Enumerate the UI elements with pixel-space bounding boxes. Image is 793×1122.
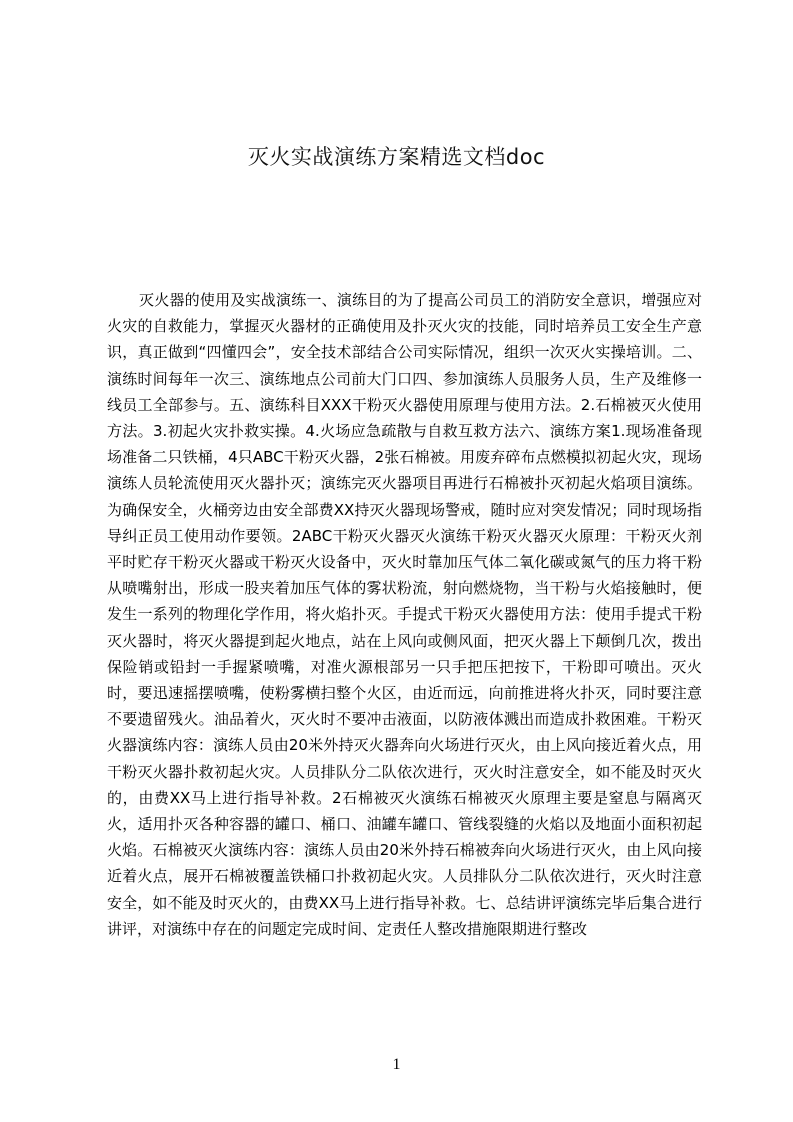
page-number: 1 bbox=[392, 1056, 401, 1073]
document-title: 灭火实战演练方案精选文档doc bbox=[247, 145, 546, 169]
body-paragraph: 灭火器的使用及实战演练一、演练目的为了提高公司员工的消防安全意识，增强应对火灾的自救能力，掌握灭火器材的正确使用及扑灭火灾的技能，同时培养员工安全生产意识，真正做到“四懂四会”，安全技术部结合公司实际情况，组织一次灭火实操培训。二、演练时间每年一次三、演练地点公司前大门口四、参加演练人员服务人员，生产及维修一线员工全部参与。五、演练科目XXX干粉灭火器使用原理与使用方法。2.石棉被灭火使用方法。3.初起火灾扑救实操。4.火场应急疏散与自救互救方法六、演练方案1.现场准备现场准备二只铁桶，4只ABC干粉灭火器，2张石棉被。用废弃碎布点燃模拟初起火灾，现场演练人员轮流使用灭火器扑灭；演练完灭火器项目再进行石棉被扑灭初起火焰项目演练。为确保安全，火桶旁边由安全部费XX持灭火器现场警戒，随时应对突发情况；同时现场指导纠正员工使用动作要领。2ABC干粉灭火器灭火演练干粉灭火器灭火原理：干粉灭火剂平时贮存干粉灭火器或干粉灭火设备中，灭火时靠加压气体二氧化碳或氮气的压力将干粉从喷嘴射出，形成一股夹着加压气体的雾状粉流，射向燃烧物，当干粉与火焰接触时，便发生一系列的物理化学作用，将火焰扑灭。手提式干粉灭火器使用方法：使用手提式干粉灭火器时，将灭火器提到起火地点，站在上风向或侧风面，把灭火器上下颠倒几次，拨出保险销或铅封一手握紧喷嘴，对准火源根部另一只手把压把按下，干粉即可喷出。灭火时，要迅速摇摆喷嘴，使粉雾横扫整个火区，由近而远，向前推进将火扑灭，同时要注意不要遗留残火。油品着火，灭火时不要冲击液面，以防液体溅出而造成扑救困难。干粉灭火器演练内容：演练人员由20米外持灭火器奔向火场进行灭火，由上风向接近着火点，用干粉灭火器扑救初起火灾。人员排队分二队依次进行，灭火时注意安全，如不能及时灭火的，由费XX马上进行指导补救。2石棉被灭火演练石棉被灭火原理主要是窒息与隔离灭火，适用扑灭各种容器的罐口、桶口、油罐车罐口、管线裂缝的火焰以及地面小面积初起火焰。石棉被灭火演练内容：演练人员由20米外持石棉被奔向火场进行灭火，由上风向接近着火点，展开石棉被覆盖铁桶口扑救初起火灾。人员排队分二队依次进行，灭火时注意安全，如不能及时灭火的，由费XX马上进行指导补救。七、总结讲评演练完毕后集合进行讲评，对演练中存在的问题定完成时间、定责任人整改措施限期进行整改 bbox=[107, 291, 702, 938]
